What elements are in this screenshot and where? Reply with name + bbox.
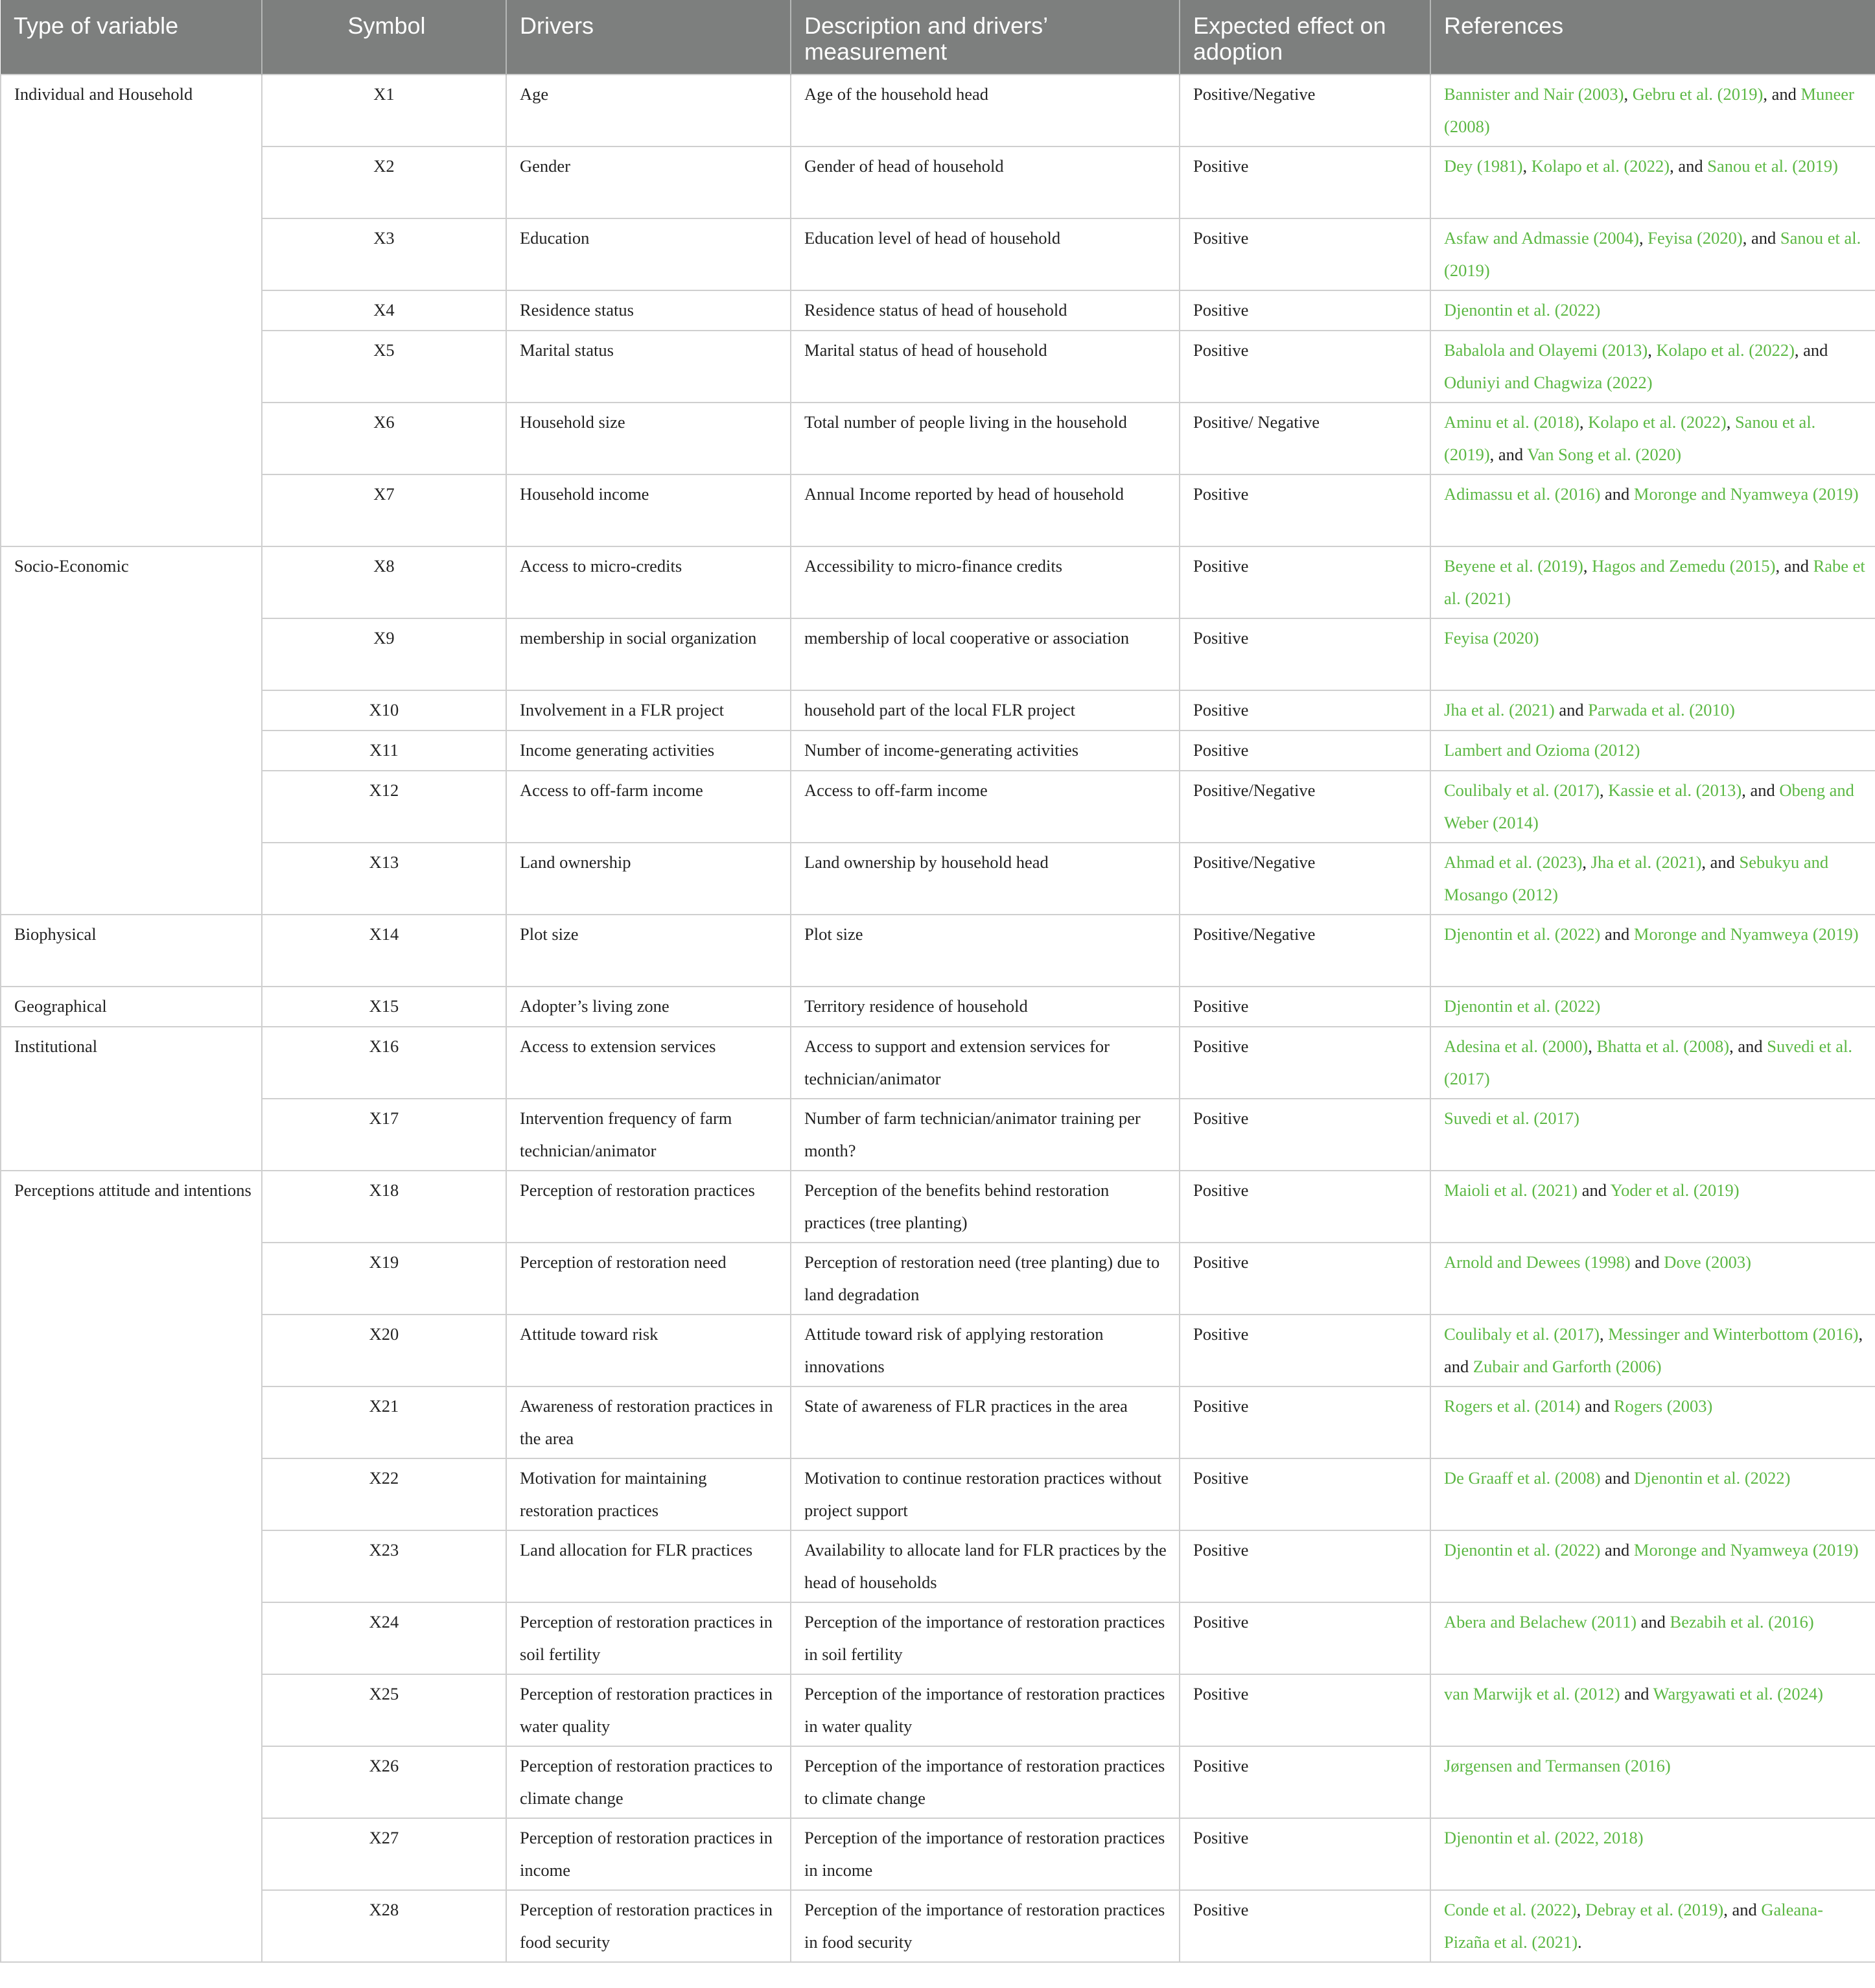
description-cell: Perception of the importance of restoration practices in income [791,1818,1180,1890]
symbol-cell: X6 [262,403,506,474]
reference-link[interactable]: Adesina et al. (2000) [1444,1036,1589,1056]
driver-cell: Perception of restoration need [506,1243,791,1315]
table-row [1,1171,1875,1243]
driver-cell: Marital status [506,331,791,403]
table-row [1,771,1875,843]
expected-effect-cell: Positive [1180,1602,1430,1674]
symbol-cell: X1 [262,75,506,146]
header-type-of-variable: Type of variable [1,0,262,75]
symbol-cell: X27 [262,1818,506,1890]
reference-link[interactable]: Jha et al. (2021) [1444,700,1555,719]
reference-separator: , and [1723,1900,1762,1919]
reference-separator: , and [1775,556,1813,576]
table-row [1,1243,1875,1315]
references-cell [1430,987,1875,1027]
driver-cell: Land allocation for FLR practices [506,1530,791,1602]
references-cell [1430,1027,1875,1099]
symbol-cell: X2 [262,146,506,218]
table-row [1,1099,1875,1171]
driver-cell: Adopter’s living zone [506,987,791,1027]
driver-cell: Awareness of restoration practices in the area [506,1386,791,1458]
reference-link[interactable]: Hagos and Zemedu (2015) [1592,556,1776,576]
reference-separator: , [1639,228,1648,248]
symbol-cell: X23 [262,1530,506,1602]
driver-cell: Land ownership [506,843,791,915]
references-cell [1430,331,1875,403]
driver-cell: Residence status [506,290,791,331]
reference-link[interactable]: Suvedi et al. (2017) [1444,1108,1580,1128]
references-cell [1430,1171,1875,1243]
symbol-cell: X21 [262,1386,506,1458]
references-cell [1430,1602,1875,1674]
description-cell: Education level of head of household [791,218,1180,290]
reference-link[interactable]: Wargyawati et al. (2024) [1653,1684,1823,1703]
table-row [1,987,1875,1027]
description-cell: Perception of the importance of restoration practices in food security [791,1890,1180,1962]
expected-effect-cell: Positive [1180,331,1430,403]
symbol-cell: X16 [262,1027,506,1099]
table-row [1,1674,1875,1746]
reference-link[interactable]: Gebru et al. (2019) [1632,84,1764,104]
description-cell: Attitude toward risk of applying restoration innovations [791,1315,1180,1386]
reference-separator: , [1599,780,1609,800]
expected-effect-cell: Positive [1180,1530,1430,1602]
driver-cell: Perception of restoration practices in soil fertility [506,1602,791,1674]
references-cell [1430,546,1875,618]
description-cell: household part of the local FLR project [791,690,1180,731]
references-cell [1430,1099,1875,1171]
variable-type-cell: Institutional [1,1027,262,1171]
reference-link[interactable]: Djenontin et al. (2022) [1634,1468,1791,1488]
reference-separator: , and [1444,1324,1863,1376]
description-cell: Access to support and extension services for technician/animator [791,1027,1180,1099]
reference-link[interactable]: Coulibaly et al. (2017) [1444,1324,1600,1344]
reference-separator: and [1600,1468,1635,1488]
reference-separator: and [1636,1612,1670,1631]
reference-link[interactable]: Rogers et al. (2014) [1444,1396,1581,1416]
description-cell: Age of the household head [791,75,1180,146]
variable-type-cell: Geographical [1,987,262,1027]
expected-effect-cell: Positive [1180,1027,1430,1099]
reference-separator: , [1522,156,1531,176]
references-cell [1430,403,1875,474]
references-cell [1430,690,1875,731]
reference-link[interactable]: Van Song et al. (2020) [1527,445,1682,464]
reference-link[interactable]: Kolapo et al. (2022) [1588,412,1727,432]
expected-effect-cell: Positive [1180,1315,1430,1386]
driver-cell: Age [506,75,791,146]
expected-effect-cell: Positive [1180,731,1430,771]
reference-link[interactable]: Sebukyu and Mosango (2012) [1444,852,1829,904]
symbol-cell: X12 [262,771,506,843]
table-row [1,618,1875,690]
reference-link[interactable]: Moronge and Nyamweya (2019) [1633,924,1859,944]
symbol-cell: X8 [262,546,506,618]
reference-link[interactable]: Sanou et al. (2019) [1444,228,1861,280]
symbol-cell: X3 [262,218,506,290]
references-cell [1430,771,1875,843]
expected-effect-cell: Positive [1180,618,1430,690]
reference-separator: , and [1741,780,1780,800]
reference-link[interactable]: Galeana-Pizaña et al. (2021) [1444,1900,1823,1952]
reference-separator: and [1630,1252,1664,1272]
expected-effect-cell: Positive [1180,1674,1430,1746]
symbol-cell: X10 [262,690,506,731]
driver-cell: Gender [506,146,791,218]
driver-cell: membership in social organization [506,618,791,690]
description-cell: Annual Income reported by head of household [791,474,1180,546]
reference-link[interactable]: Conde et al. (2022) [1444,1900,1577,1919]
reference-separator: , [1648,340,1657,360]
expected-effect-cell: Positive [1180,146,1430,218]
reference-link[interactable]: Zubair and Garforth (2006) [1473,1357,1662,1376]
table-header [1,0,1875,75]
reference-link[interactable]: Kassie et al. (2013) [1608,780,1742,800]
header-symbol: Symbol [262,0,506,75]
symbol-cell: X9 [262,618,506,690]
reference-link[interactable]: Kolapo et al. (2022) [1531,156,1670,176]
symbol-cell: X26 [262,1746,506,1818]
table-row [1,843,1875,915]
reference-link[interactable]: Lambert and Ozioma (2012) [1444,740,1640,760]
expected-effect-cell: Positive [1180,1746,1430,1818]
reference-link[interactable]: Djenontin et al. (2022) [1444,1540,1601,1560]
header-expected-effect: Expected effect on adoption [1180,0,1430,75]
symbol-cell: X22 [262,1458,506,1530]
expected-effect-cell: Positive [1180,1099,1430,1171]
description-cell: Number of income-generating activities [791,731,1180,771]
symbol-cell: X4 [262,290,506,331]
expected-effect-cell: Positive [1180,1458,1430,1530]
reference-link[interactable]: De Graaff et al. (2008) [1444,1468,1601,1488]
symbol-cell: X7 [262,474,506,546]
reference-link[interactable]: Messinger and Winterbottom (2016) [1608,1324,1859,1344]
description-cell: membership of local cooperative or association [791,618,1180,690]
reference-link[interactable]: Adimassu et al. (2016) [1444,484,1601,504]
reference-link[interactable]: Moronge and Nyamweya (2019) [1633,484,1859,504]
expected-effect-cell: Positive [1180,1171,1430,1243]
table-row [1,1027,1875,1099]
symbol-cell: X19 [262,1243,506,1315]
description-cell: Perception of the importance of restoration practices in water quality [791,1674,1180,1746]
header-row [1,0,1875,75]
references-cell [1430,1458,1875,1530]
expected-effect-cell: Positive/Negative [1180,915,1430,987]
references-cell [1430,1818,1875,1890]
symbol-cell: X14 [262,915,506,987]
symbol-cell: X18 [262,1171,506,1243]
reference-link[interactable]: Kolapo et al. (2022) [1656,340,1795,360]
description-cell: State of awareness of FLR practices in the area [791,1386,1180,1458]
reference-link[interactable]: Bezabih et al. (2016) [1670,1612,1814,1631]
reference-link[interactable]: Aminu et al. (2018) [1444,412,1580,432]
references-cell [1430,731,1875,771]
reference-link[interactable]: van Marwijk et al. (2012) [1444,1684,1620,1703]
references-cell [1430,474,1875,546]
header-description: Description and drivers’ measurement [791,0,1180,75]
reference-separator: , [1588,1036,1597,1056]
references-cell [1430,618,1875,690]
table-row [1,403,1875,474]
expected-effect-cell: Positive [1180,546,1430,618]
header-references: References [1430,0,1875,75]
references-cell [1430,915,1875,987]
references-cell [1430,1243,1875,1315]
driver-cell: Household size [506,403,791,474]
table-row [1,1890,1875,1962]
reference-link[interactable]: Asfaw and Admassie (2004) [1444,228,1640,248]
variable-type-cell: Biophysical [1,915,262,987]
references-cell [1430,1746,1875,1818]
reference-separator: , [1599,1324,1609,1344]
reference-link[interactable]: Rogers (2003) [1614,1396,1713,1416]
reference-link[interactable]: Feyisa (2020) [1648,228,1743,248]
reference-link[interactable]: Moronge and Nyamweya (2019) [1633,1540,1859,1560]
table-row [1,1386,1875,1458]
driver-cell: Attitude toward risk [506,1315,791,1386]
symbol-cell: X15 [262,987,506,1027]
reference-link[interactable]: Sanou et al. (2019) [1707,156,1838,176]
driver-cell: Income generating activities [506,731,791,771]
reference-link[interactable]: Sanou et al. (2019) [1444,412,1816,464]
reference-separator: and [1600,484,1634,504]
reference-link[interactable]: Bannister and Nair (2003) [1444,84,1624,104]
description-cell: Plot size [791,915,1180,987]
reference-link[interactable]: Muneer (2008) [1444,84,1854,136]
reference-link[interactable]: Dey (1981) [1444,156,1523,176]
references-cell [1430,1386,1875,1458]
reference-link[interactable]: Feyisa (2020) [1444,628,1539,648]
description-cell: Marital status of head of household [791,331,1180,403]
table-row [1,546,1875,618]
references-cell [1430,75,1875,146]
expected-effect-cell: Positive [1180,1243,1430,1315]
reference-link[interactable]: Suvedi et al. (2017) [1444,1036,1852,1088]
table-row [1,1746,1875,1818]
table-row [1,1818,1875,1890]
driver-cell: Perception of restoration practices in water quality [506,1674,791,1746]
reference-separator: and [1578,1180,1611,1200]
table-row [1,1602,1875,1674]
references-cell [1430,1674,1875,1746]
reference-separator: and [1600,924,1634,944]
table-row [1,75,1875,146]
reference-link[interactable]: Abera and Belachew (2011) [1444,1612,1637,1631]
description-cell: Availability to allocate land for FLR practices by the head of households [791,1530,1180,1602]
reference-separator: . [1578,1932,1582,1952]
reference-link[interactable]: Babalola and Olayemi (2013) [1444,340,1648,360]
expected-effect-cell: Positive [1180,218,1430,290]
expected-effect-cell: Positive/Negative [1180,843,1430,915]
table-row [1,218,1875,290]
description-cell: Access to off-farm income [791,771,1180,843]
reference-separator: and [1554,700,1589,719]
reference-separator: and [1580,1396,1614,1416]
reference-link[interactable]: Djenontin et al. (2022) [1444,300,1601,320]
driver-cell: Plot size [506,915,791,987]
description-cell: Number of farm technician/animator training per month? [791,1099,1180,1171]
reference-link[interactable]: Dove (2003) [1664,1252,1751,1272]
reference-link[interactable]: Oduniyi and Chagwiza (2022) [1444,373,1653,392]
description-cell: Accessibility to micro-finance credits [791,546,1180,618]
references-cell [1430,1530,1875,1602]
reference-link[interactable]: Djenontin et al. (2022) [1444,924,1601,944]
reference-link[interactable]: Maioli et al. (2021) [1444,1180,1578,1200]
reference-separator: , [1579,412,1589,432]
expected-effect-cell: Positive/ Negative [1180,403,1430,474]
description-cell: Perception of the importance of restoration practices to climate change [791,1746,1180,1818]
variable-type-cell: Perceptions attitude and intentions [1,1171,262,1962]
table-row [1,731,1875,771]
reference-separator: , [1726,412,1735,432]
reference-link[interactable]: Rabe et al. (2021) [1444,556,1865,608]
reference-link[interactable]: Jha et al. (2021) [1590,852,1702,872]
expected-effect-cell: Positive [1180,987,1430,1027]
reference-separator: , and [1489,445,1528,464]
expected-effect-cell: Positive [1180,1890,1430,1962]
expected-effect-cell: Positive/Negative [1180,771,1430,843]
variable-type-cell: Socio-Economic [1,546,262,915]
driver-cell: Perception of restoration practices [506,1171,791,1243]
symbol-cell: X20 [262,1315,506,1386]
reference-separator: , [1576,1900,1585,1919]
driver-cell: Access to off-farm income [506,771,791,843]
references-cell [1430,290,1875,331]
reference-separator: , and [1701,852,1740,872]
description-cell: Perception of restoration need (tree planting) due to land degradation [791,1243,1180,1315]
driver-cell: Intervention frequency of farm technician/animator [506,1099,791,1171]
expected-effect-cell: Positive [1180,690,1430,731]
reference-link[interactable]: Debray et al. (2019) [1585,1900,1724,1919]
reference-separator: , and [1763,84,1801,104]
description-cell: Land ownership by household head [791,843,1180,915]
symbol-cell: X11 [262,731,506,771]
expected-effect-cell: Positive [1180,474,1430,546]
table-body [1,75,1875,1962]
table-row [1,474,1875,546]
expected-effect-cell: Positive [1180,1386,1430,1458]
symbol-cell: X17 [262,1099,506,1171]
reference-link[interactable]: Ahmad et al. (2023) [1444,852,1583,872]
driver-cell: Education [506,218,791,290]
expected-effect-cell: Positive/Negative [1180,75,1430,146]
driver-cell: Perception of restoration practices to climate change [506,1746,791,1818]
header-drivers: Drivers [506,0,791,75]
reference-link[interactable]: Coulibaly et al. (2017) [1444,780,1600,800]
table-row [1,331,1875,403]
table-row [1,290,1875,331]
symbol-cell: X24 [262,1602,506,1674]
reference-separator: , [1624,84,1633,104]
symbol-cell: X28 [262,1890,506,1962]
reference-link[interactable]: Djenontin et al. (2022) [1444,996,1601,1016]
reference-separator: , [1582,852,1591,872]
references-cell [1430,843,1875,915]
description-cell: Perception of the importance of restoration practices in soil fertility [791,1602,1180,1674]
driver-cell: Access to micro-credits [506,546,791,618]
table-row [1,690,1875,731]
references-cell [1430,218,1875,290]
reference-link[interactable]: Bhatta et al. (2008) [1596,1036,1730,1056]
driver-cell: Involvement in a FLR project [506,690,791,731]
symbol-cell: X5 [262,331,506,403]
reference-separator: , [1583,556,1592,576]
description-cell: Total number of people living in the household [791,403,1180,474]
driver-cell: Motivation for maintaining restoration practices [506,1458,791,1530]
table-row [1,1315,1875,1386]
variable-type-cell: Individual and Household [1,75,262,546]
reference-link[interactable]: Obeng and Weber (2014) [1444,780,1854,832]
references-cell [1430,1890,1875,1962]
reference-link[interactable]: Yoder et al. (2019) [1610,1180,1740,1200]
reference-link[interactable]: Jørgensen and Termansen (2016) [1444,1756,1671,1775]
table-row [1,915,1875,987]
reference-link[interactable]: Arnold and Dewees (1998) [1444,1252,1631,1272]
description-cell: Perception of the benefits behind restoration practices (tree planting) [791,1171,1180,1243]
table-row [1,1530,1875,1602]
reference-separator: and [1600,1540,1634,1560]
symbol-cell: X25 [262,1674,506,1746]
reference-link[interactable]: Djenontin et al. (2022, 2018) [1444,1828,1644,1847]
reference-separator: , and [1794,340,1828,360]
table-row [1,1458,1875,1530]
description-cell: Residence status of head of household [791,290,1180,331]
reference-link[interactable]: Parwada et al. (2010) [1588,700,1735,719]
symbol-cell: X13 [262,843,506,915]
description-cell: Gender of head of household [791,146,1180,218]
reference-separator: and [1620,1684,1653,1703]
reference-link[interactable]: Beyene et al. (2019) [1444,556,1583,576]
description-cell: Motivation to continue restoration practices without project support [791,1458,1180,1530]
table-row [1,146,1875,218]
reference-separator: , and [1670,156,1708,176]
reference-separator: , and [1729,1036,1767,1056]
description-cell: Territory residence of household [791,987,1180,1027]
driver-cell: Household income [506,474,791,546]
references-cell [1430,146,1875,218]
references-cell [1430,1315,1875,1386]
driver-cell: Perception of restoration practices in food security [506,1890,791,1962]
driver-cell: Perception of restoration practices in income [506,1818,791,1890]
reference-separator: , and [1742,228,1780,248]
expected-effect-cell: Positive [1180,1818,1430,1890]
driver-cell: Access to extension services [506,1027,791,1099]
expected-effect-cell: Positive [1180,290,1430,331]
